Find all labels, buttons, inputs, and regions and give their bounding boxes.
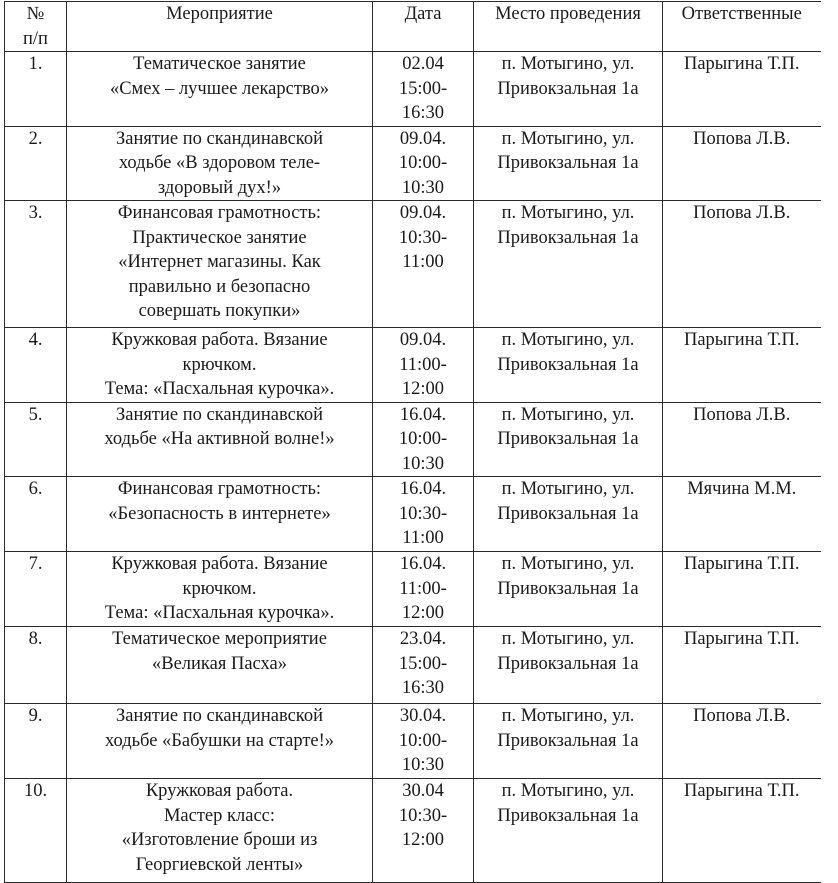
cell-num: 8. — [5, 627, 67, 704]
cell-num: 6. — [5, 477, 67, 552]
cell-event — [67, 552, 373, 627]
cell-event — [67, 627, 373, 704]
cell-date-line: 11:00- — [399, 578, 447, 599]
cell-event-line: правильно и безопасно — [128, 276, 311, 297]
cell-place-line: п. Мотыгино, ул. — [501, 404, 635, 425]
cell-event-line: Кружковая работа. — [145, 781, 294, 801]
cell-place-line: Привокзальная 1а — [497, 153, 639, 173]
cell-date-line: 10:30- — [398, 227, 448, 248]
header-num-line: № — [26, 4, 45, 24]
cell-num: 4. — [5, 328, 67, 403]
cell-responsible: Попова Л.В. — [663, 126, 821, 201]
cell-date-line: 16:30 — [401, 678, 445, 698]
table-header-row — [5, 2, 821, 52]
cell-date-line: 02.04 — [402, 54, 444, 74]
table-row — [5, 126, 821, 201]
cell-event-line: Мастер класс: — [163, 805, 276, 826]
cell-place — [474, 52, 663, 127]
cell-date — [373, 328, 474, 403]
cell-responsible: Парыгина Т.П. — [663, 552, 821, 627]
cell-num: 1. — [5, 52, 67, 127]
cell-event — [67, 779, 373, 883]
cell-event — [67, 126, 373, 201]
cell-date-line: 09.04. — [399, 128, 447, 149]
cell-place-line: п. Мотыгино, ул. — [501, 554, 635, 574]
cell-date — [373, 704, 474, 779]
cell-date-line: 16.04. — [399, 404, 447, 425]
cell-event-line: Тема: «Пасхальная курочка». — [104, 603, 335, 623]
cell-responsible: Попова Л.В. — [663, 402, 821, 477]
cell-date-line: 10:30- — [398, 503, 448, 524]
cell-date-line: 11:00- — [399, 354, 447, 375]
cell-place-line: Привокзальная 1а — [497, 429, 639, 449]
cell-place-line: п. Мотыгино, ул. — [501, 629, 635, 649]
cell-event-line: «Великая Пасха» — [152, 653, 287, 674]
header-place: Место проведения — [474, 2, 663, 52]
cell-event-line: Финансовая грамотность: — [117, 203, 322, 223]
cell-date-line: 11:00 — [402, 252, 444, 272]
cell-place-line: Привокзальная 1а — [497, 653, 639, 674]
cell-place-line: Привокзальная 1а — [497, 503, 639, 524]
cell-responsible: Попова Л.В. — [663, 704, 821, 779]
cell-responsible: Парыгина Т.П. — [663, 52, 821, 127]
cell-date-line: 12:00 — [401, 830, 445, 850]
cell-place-line: Привокзальная 1а — [497, 805, 639, 826]
cell-date-line: 15:00- — [398, 653, 448, 674]
cell-event-line: «Смех – лучшее лекарство» — [109, 78, 330, 99]
header-num-line: п/п — [23, 28, 48, 49]
cell-place-line: п. Мотыгино, ул. — [501, 330, 635, 350]
header-date: Дата — [373, 2, 474, 52]
cell-event-line: Тема: «Пасхальная курочка». — [104, 379, 335, 399]
cell-place — [474, 126, 663, 201]
cell-date — [373, 477, 474, 552]
cell-date — [373, 52, 474, 127]
cell-event-line: Кружковая работа. Вязание — [111, 330, 328, 350]
table-row — [5, 477, 821, 552]
cell-date-line: 16:30 — [401, 103, 445, 123]
cell-event-line: Занятие по скандинавской — [116, 404, 323, 425]
cell-date-line: 16.04. — [399, 554, 447, 574]
cell-event-line: совершать покупки» — [138, 301, 301, 321]
cell-date-line: 09.04. — [399, 330, 447, 350]
cell-responsible: Попова Л.В. — [663, 201, 821, 328]
cell-event-line: здоровый дух!» — [157, 177, 282, 198]
cell-responsible: Парыгина Т.П. — [663, 627, 821, 704]
table-row — [5, 328, 821, 403]
cell-responsible: Парыгина Т.П. — [663, 328, 821, 403]
cell-event-line: «Изготовление броши из — [121, 830, 318, 850]
cell-date-line: 10:30- — [398, 805, 448, 826]
cell-event-line: крючком. — [182, 578, 257, 599]
cell-date-line: 23.04. — [399, 629, 447, 649]
cell-date — [373, 779, 474, 883]
cell-event-line: Занятие по скандинавской — [116, 706, 323, 726]
cell-event — [67, 52, 373, 127]
cell-date-line: 16.04. — [399, 479, 447, 499]
header-responsible: Ответственные — [663, 2, 821, 52]
cell-date-line: 10:30 — [401, 453, 445, 474]
cell-place — [474, 328, 663, 403]
cell-event-line: Георгиевской ленты» — [135, 854, 304, 875]
cell-place-line: Привокзальная 1а — [497, 78, 639, 99]
cell-place — [474, 477, 663, 552]
cell-date — [373, 201, 474, 328]
cell-num: 7. — [5, 552, 67, 627]
cell-place-line: п. Мотыгино, ул. — [501, 128, 635, 149]
cell-date — [373, 627, 474, 704]
cell-place-line: Привокзальная 1а — [497, 227, 639, 248]
cell-place-line: п. Мотыгино, ул. — [501, 781, 635, 801]
cell-num: 3. — [5, 201, 67, 328]
cell-event-line: ходьбе «На активной волне!» — [104, 429, 335, 449]
cell-event — [67, 201, 373, 328]
cell-place — [474, 779, 663, 883]
cell-place — [474, 201, 663, 328]
cell-date — [373, 402, 474, 477]
cell-date-line: 10:00- — [398, 153, 448, 173]
cell-event-line: Тематическое мероприятие — [112, 629, 327, 649]
cell-place — [474, 552, 663, 627]
cell-event-line: Тематическое занятие — [133, 54, 306, 74]
cell-place-line: Привокзальная 1а — [497, 354, 639, 375]
cell-responsible: Мячина М.М. — [663, 477, 821, 552]
cell-date-line: 10:30 — [401, 755, 445, 775]
cell-place-line: Привокзальная 1а — [497, 578, 639, 599]
cell-event — [67, 402, 373, 477]
header-event: Мероприятие — [67, 2, 373, 52]
table-row — [5, 402, 821, 477]
cell-event-line: «Безопасность в интернете» — [108, 503, 331, 524]
cell-event — [67, 477, 373, 552]
cell-place — [474, 704, 663, 779]
cell-date-line: 09.04. — [399, 203, 447, 223]
cell-event — [67, 328, 373, 403]
cell-date-line: 30.04. — [399, 706, 447, 726]
cell-date-line: 10:30 — [401, 177, 445, 198]
table-row — [5, 627, 821, 704]
table-row — [5, 779, 821, 883]
cell-event-line: «Интернет магазины. Как — [118, 252, 321, 272]
table-row — [5, 201, 821, 328]
cell-event-line: Финансовая грамотность: — [117, 479, 322, 499]
cell-place-line: Привокзальная 1а — [497, 730, 639, 751]
cell-date-line: 15:00- — [398, 78, 448, 99]
cell-responsible: Парыгина Т.П. — [663, 779, 821, 883]
cell-place — [474, 627, 663, 704]
cell-date-line: 30.04 — [402, 781, 444, 801]
cell-date-line: 11:00 — [402, 528, 444, 548]
cell-num: 9. — [5, 704, 67, 779]
cell-event-line: Кружковая работа. Вязание — [111, 554, 328, 574]
table-row — [5, 552, 821, 627]
cell-event-line: крючком. — [182, 354, 257, 375]
cell-place-line: п. Мотыгино, ул. — [501, 203, 635, 223]
events-schedule-table — [4, 1, 821, 883]
cell-place-line: п. Мотыгино, ул. — [501, 706, 635, 726]
cell-place-line: п. Мотыгино, ул. — [501, 479, 635, 499]
cell-date-line: 12:00 — [401, 603, 445, 623]
cell-date — [373, 552, 474, 627]
cell-place-line: п. Мотыгино, ул. — [501, 54, 635, 74]
cell-event-line: ходьбе «Бабушки на старте!» — [104, 730, 335, 751]
cell-event-line: Занятие по скандинавской — [116, 128, 323, 149]
header-num — [5, 2, 67, 52]
cell-num: 2. — [5, 126, 67, 201]
cell-date — [373, 126, 474, 201]
cell-place — [474, 402, 663, 477]
table-row — [5, 704, 821, 779]
cell-event — [67, 704, 373, 779]
cell-event-line: ходьбе «В здоровом теле- — [118, 153, 321, 173]
cell-num: 10. — [5, 779, 67, 883]
cell-num: 5. — [5, 402, 67, 477]
table-row — [5, 52, 821, 127]
cell-date-line: 10:00- — [398, 429, 448, 449]
cell-event-line: Практическое занятие — [132, 227, 307, 248]
cell-date-line: 10:00- — [398, 730, 448, 751]
cell-date-line: 12:00 — [401, 379, 445, 399]
